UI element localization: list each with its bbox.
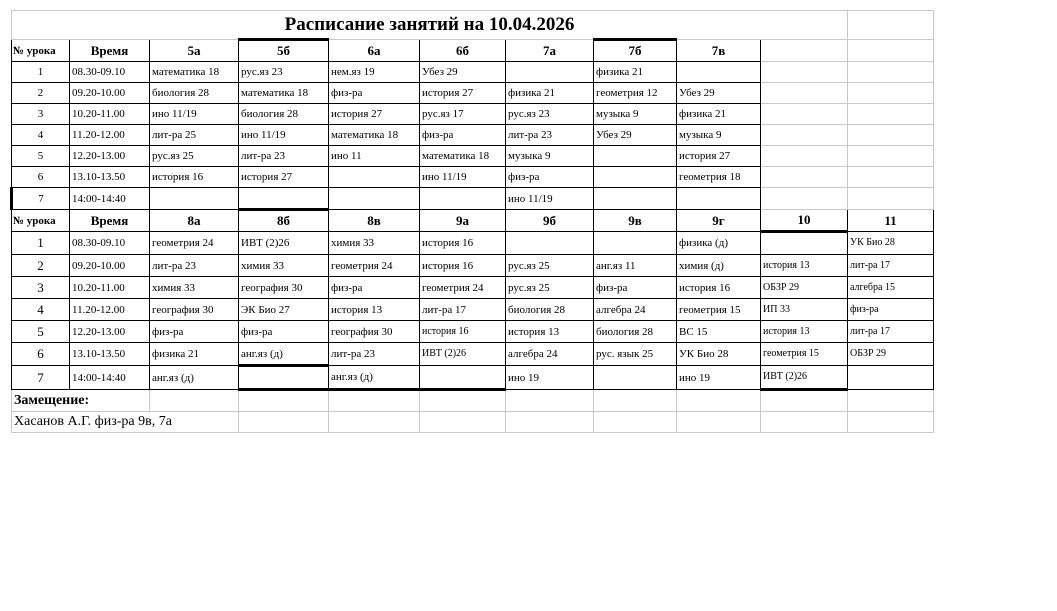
table-row xyxy=(12,188,934,210)
column-header: № урока xyxy=(12,210,70,232)
lesson-time: 08.30-09.10 xyxy=(70,62,150,83)
lesson-cell xyxy=(761,146,848,167)
lesson-time: 09.20-10.00 xyxy=(70,83,150,104)
lesson-cell: ИВТ (2)26 xyxy=(761,366,848,390)
lesson-time: 12.20-13.00 xyxy=(70,146,150,167)
lesson-cell: лит-ра 17 xyxy=(848,321,934,343)
table-row xyxy=(12,277,934,299)
lesson-cell xyxy=(761,232,848,255)
lesson-cell: ЭК Био 27 xyxy=(239,299,329,321)
lesson-cell: УК Био 28 xyxy=(848,232,934,255)
column-header: 10 xyxy=(761,210,848,232)
lesson-cell: география 30 xyxy=(239,277,329,299)
lesson-cell: математика 18 xyxy=(329,125,420,146)
lesson-number: 5 xyxy=(12,321,70,343)
lesson-cell: Убез 29 xyxy=(677,83,761,104)
table-row xyxy=(12,146,934,167)
lesson-time: 14:00-14:40 xyxy=(70,188,150,210)
table-row xyxy=(12,83,934,104)
lesson-cell xyxy=(420,188,506,210)
column-header: 7б xyxy=(594,40,677,62)
lesson-cell: геометрия 24 xyxy=(329,255,420,277)
lesson-cell: физ-ра xyxy=(150,321,239,343)
lesson-cell: история 16 xyxy=(420,321,506,343)
lesson-cell: физика 21 xyxy=(594,62,677,83)
lesson-cell: рус.яз 25 xyxy=(506,255,594,277)
lesson-cell xyxy=(761,83,848,104)
schedule-table xyxy=(10,10,934,433)
empty-cell xyxy=(677,390,761,412)
empty-cell xyxy=(848,412,934,433)
column-header: Время xyxy=(70,40,150,62)
lesson-cell: рус.яз 25 xyxy=(506,277,594,299)
lesson-cell: рус. язык 25 xyxy=(594,343,677,366)
lesson-cell: анг.яз 11 xyxy=(594,255,677,277)
empty-cell xyxy=(239,412,329,433)
lesson-cell: история 16 xyxy=(420,255,506,277)
lesson-cell: физика 21 xyxy=(506,83,594,104)
lesson-cell: математика 18 xyxy=(239,83,329,104)
lesson-cell xyxy=(594,188,677,210)
lesson-cell xyxy=(329,167,420,188)
lesson-number: 3 xyxy=(12,104,70,125)
lesson-cell: физ-ра xyxy=(506,167,594,188)
empty-cell xyxy=(239,390,329,412)
lesson-number: 4 xyxy=(12,125,70,146)
lesson-cell: история 16 xyxy=(150,167,239,188)
page-title: Расписание занятий на 10.04.2026 xyxy=(12,11,848,40)
lesson-number: 7 xyxy=(12,366,70,390)
lesson-cell: лит-ра 17 xyxy=(420,299,506,321)
lesson-number: 1 xyxy=(12,62,70,83)
lesson-cell: физ-ра xyxy=(239,321,329,343)
lesson-cell: физ-ра xyxy=(329,83,420,104)
lesson-cell xyxy=(506,62,594,83)
lesson-time: 08.30-09.10 xyxy=(70,232,150,255)
lesson-cell: география 30 xyxy=(150,299,239,321)
column-header: 6б xyxy=(420,40,506,62)
lesson-cell: лит-ра 25 xyxy=(150,125,239,146)
lesson-number: 7 xyxy=(12,188,70,210)
lesson-cell xyxy=(761,167,848,188)
column-header xyxy=(848,40,934,62)
lesson-time: 13.10-13.50 xyxy=(70,343,150,366)
lesson-cell xyxy=(594,167,677,188)
column-header: № урока xyxy=(12,40,70,62)
lesson-cell: анг.яз (д) xyxy=(329,366,420,390)
lesson-cell xyxy=(761,125,848,146)
lesson-cell xyxy=(761,188,848,210)
lesson-cell: геометрия 18 xyxy=(677,167,761,188)
table-row xyxy=(12,343,934,366)
column-header: 9б xyxy=(506,210,594,232)
lesson-cell: история 27 xyxy=(329,104,420,125)
table-row xyxy=(12,299,934,321)
column-header: 5а xyxy=(150,40,239,62)
lesson-cell: история 27 xyxy=(420,83,506,104)
column-header: 9г xyxy=(677,210,761,232)
table-row xyxy=(12,255,934,277)
lesson-cell: геометрия 24 xyxy=(150,232,239,255)
lesson-cell: лит-ра 23 xyxy=(239,146,329,167)
lesson-cell: история 13 xyxy=(329,299,420,321)
lesson-cell: ино 19 xyxy=(506,366,594,390)
lesson-cell xyxy=(848,125,934,146)
table-row xyxy=(12,167,934,188)
table-row xyxy=(12,62,934,83)
table-row xyxy=(12,321,934,343)
empty-cell xyxy=(848,390,934,412)
lesson-number: 5 xyxy=(12,146,70,167)
column-header: 11 xyxy=(848,210,934,232)
replacement-label: Замещение: xyxy=(12,390,150,412)
lesson-time: 11.20-12.00 xyxy=(70,299,150,321)
lesson-number: 1 xyxy=(12,232,70,255)
lesson-cell xyxy=(848,167,934,188)
lesson-cell: химия 33 xyxy=(329,232,420,255)
lesson-cell: рус.яз 25 xyxy=(150,146,239,167)
lesson-cell: биология 28 xyxy=(506,299,594,321)
lesson-cell: музыка 9 xyxy=(594,104,677,125)
lesson-cell xyxy=(420,366,506,390)
table-row xyxy=(12,125,934,146)
column-header: 5б xyxy=(239,40,329,62)
lesson-cell: музыка 9 xyxy=(506,146,594,167)
lesson-cell: история 13 xyxy=(761,255,848,277)
lesson-cell xyxy=(761,104,848,125)
lesson-cell xyxy=(677,188,761,210)
empty-cell xyxy=(420,412,506,433)
lesson-number: 4 xyxy=(12,299,70,321)
lesson-cell: Убез 29 xyxy=(420,62,506,83)
lesson-cell: физ-ра xyxy=(848,299,934,321)
empty-cell xyxy=(420,390,506,412)
column-header: 7а xyxy=(506,40,594,62)
lesson-number: 3 xyxy=(12,277,70,299)
lesson-cell xyxy=(239,188,329,210)
lesson-cell xyxy=(848,83,934,104)
lesson-time: 13.10-13.50 xyxy=(70,167,150,188)
empty-cell xyxy=(677,412,761,433)
lesson-number: 2 xyxy=(12,83,70,104)
empty-cell xyxy=(150,390,239,412)
lesson-cell xyxy=(594,366,677,390)
column-header: 8б xyxy=(239,210,329,232)
replacement-note: Хасанов А.Г. физ-ра 9в, 7а xyxy=(12,412,239,433)
lesson-cell: геометрия 12 xyxy=(594,83,677,104)
lesson-cell: ОБЗР 29 xyxy=(761,277,848,299)
lesson-cell xyxy=(150,188,239,210)
lesson-cell: рус.яз 23 xyxy=(506,104,594,125)
lesson-cell: анг.яз (д) xyxy=(239,343,329,366)
lesson-cell: биология 28 xyxy=(239,104,329,125)
lesson-number: 6 xyxy=(12,343,70,366)
column-header: 9в xyxy=(594,210,677,232)
empty-cell xyxy=(329,412,420,433)
lesson-cell xyxy=(848,188,934,210)
lesson-cell xyxy=(677,62,761,83)
lesson-cell: ино 11/19 xyxy=(506,188,594,210)
lesson-cell: рус.яз 23 xyxy=(239,62,329,83)
lesson-cell: ВС 15 xyxy=(677,321,761,343)
lesson-cell: геометрия 24 xyxy=(420,277,506,299)
column-header xyxy=(761,40,848,62)
lesson-cell: математика 18 xyxy=(150,62,239,83)
empty-cell xyxy=(761,390,848,412)
lesson-cell: ино 11/19 xyxy=(239,125,329,146)
lesson-time: 10.20-11.00 xyxy=(70,277,150,299)
lesson-cell: физ-ра xyxy=(594,277,677,299)
table-row xyxy=(12,366,934,390)
lesson-cell: химия 33 xyxy=(239,255,329,277)
lesson-cell: ИВТ (2)26 xyxy=(420,343,506,366)
lesson-time: 11.20-12.00 xyxy=(70,125,150,146)
lesson-cell: геометрия 15 xyxy=(677,299,761,321)
lesson-cell: химия 33 xyxy=(150,277,239,299)
lesson-cell: биология 28 xyxy=(150,83,239,104)
lesson-cell: алгебра 15 xyxy=(848,277,934,299)
empty-cell xyxy=(329,390,420,412)
lesson-cell: ино 11/19 xyxy=(150,104,239,125)
lesson-cell: биология 28 xyxy=(594,321,677,343)
lesson-cell: ОБЗР 29 xyxy=(848,343,934,366)
lesson-cell: нем.яз 19 xyxy=(329,62,420,83)
lesson-cell: УК Био 28 xyxy=(677,343,761,366)
lesson-cell: лит-ра 23 xyxy=(329,343,420,366)
lesson-cell: история 27 xyxy=(239,167,329,188)
lesson-cell: алгебра 24 xyxy=(506,343,594,366)
lesson-cell xyxy=(848,104,934,125)
lesson-cell xyxy=(848,366,934,390)
lesson-cell xyxy=(329,188,420,210)
lesson-number: 2 xyxy=(12,255,70,277)
table-row xyxy=(12,104,934,125)
lesson-cell xyxy=(761,62,848,83)
empty-cell xyxy=(506,412,594,433)
lesson-time: 14:00-14:40 xyxy=(70,366,150,390)
lesson-cell: история 16 xyxy=(677,277,761,299)
lesson-cell: физика 21 xyxy=(150,343,239,366)
lesson-cell: история 13 xyxy=(506,321,594,343)
lesson-cell: ино 11/19 xyxy=(420,167,506,188)
column-header: 8а xyxy=(150,210,239,232)
lesson-number: 6 xyxy=(12,167,70,188)
lesson-cell: геометрия 15 xyxy=(761,343,848,366)
lesson-cell: музыка 9 xyxy=(677,125,761,146)
lesson-cell xyxy=(506,232,594,255)
lesson-cell: рус.яз 17 xyxy=(420,104,506,125)
empty-cell xyxy=(594,412,677,433)
lesson-cell: ИВТ (2)26 xyxy=(239,232,329,255)
lesson-cell: физика (д) xyxy=(677,232,761,255)
lesson-time: 12.20-13.00 xyxy=(70,321,150,343)
lesson-cell: физ-ра xyxy=(329,277,420,299)
column-header: 6а xyxy=(329,40,420,62)
lesson-time: 10.20-11.00 xyxy=(70,104,150,125)
lesson-cell: лит-ра 17 xyxy=(848,255,934,277)
lesson-cell: география 30 xyxy=(329,321,420,343)
empty-cell xyxy=(506,390,594,412)
lesson-cell: физика 21 xyxy=(677,104,761,125)
lesson-cell: лит-ра 23 xyxy=(150,255,239,277)
lesson-cell xyxy=(594,232,677,255)
lesson-cell: история 16 xyxy=(420,232,506,255)
lesson-cell xyxy=(848,146,934,167)
lesson-cell: ино 11 xyxy=(329,146,420,167)
column-header: Время xyxy=(70,210,150,232)
lesson-cell: Убез 29 xyxy=(594,125,677,146)
lesson-cell: алгебра 24 xyxy=(594,299,677,321)
column-header: 9а xyxy=(420,210,506,232)
lesson-cell: история 27 xyxy=(677,146,761,167)
lesson-cell: история 13 xyxy=(761,321,848,343)
lesson-cell: лит-ра 23 xyxy=(506,125,594,146)
lesson-cell: ино 19 xyxy=(677,366,761,390)
column-header: 8в xyxy=(329,210,420,232)
lesson-cell: ИП 33 xyxy=(761,299,848,321)
lesson-cell: математика 18 xyxy=(420,146,506,167)
lesson-time: 09.20-10.00 xyxy=(70,255,150,277)
lesson-cell: анг.яз (д) xyxy=(150,366,239,390)
empty-cell xyxy=(761,412,848,433)
lesson-cell xyxy=(594,146,677,167)
lesson-cell xyxy=(239,366,329,390)
empty-cell xyxy=(594,390,677,412)
lesson-cell: физ-ра xyxy=(420,125,506,146)
table-row xyxy=(12,232,934,255)
lesson-cell: химия (д) xyxy=(677,255,761,277)
lesson-cell xyxy=(848,62,934,83)
column-header: 7в xyxy=(677,40,761,62)
